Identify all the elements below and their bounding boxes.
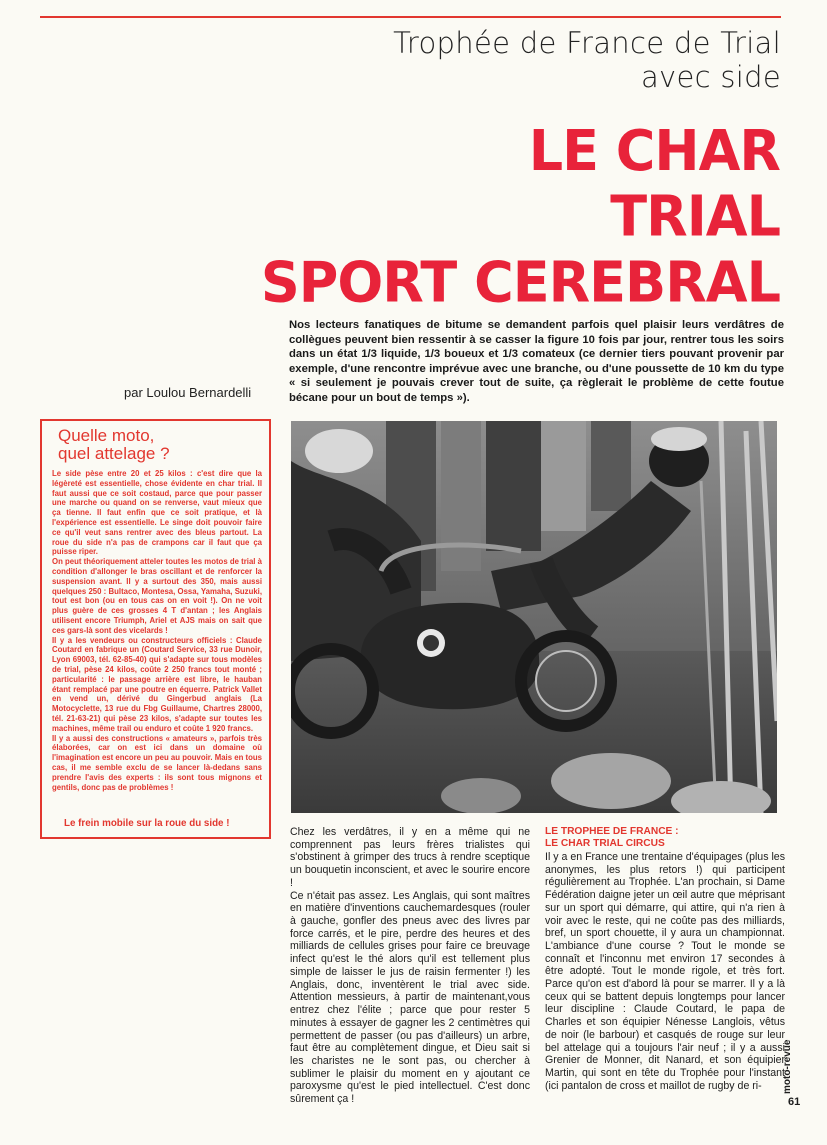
photo-illustration — [291, 421, 777, 813]
magazine-name: moto-revue — [782, 1039, 793, 1094]
page-number: 61 — [788, 1096, 801, 1108]
body-paragraph: Ce n'était pas assez. Les Anglais, qui sont maîtres en matière d'inventions cauchemardesques (rouler à gauche, gonfler des pneus avec des livres par force carrés, et le pire, perdre des heures et des milliards de cellules grises pour faire ce breuvage infect qu'est le thé alors qu'il est tellement plus simple de laisser le jus de raisin fermenter !) les Anglais, donc, inventèrent le trial avec side. Attention messieurs, à partir de maintenant,vous entrez chez l'élite ; parce que pour rester 5 minutes à essayer de gagner les 2 centimètres qui permettent de passer (ou pas d'ailleurs) un arbre, faut être au complètement dingue, et Dieu sait si les charistes ne le sont pas, ou chercher à sublimer le plaisir du moment en y ajoutant ce paroxysme qu'est le pied intellectuel. C'est donc sûrement ça ! — [290, 889, 530, 1106]
supertitle — [261, 26, 781, 94]
photo-sidecar-trial — [291, 421, 777, 813]
sidebar-title-line-1: Quelle moto, — [58, 426, 155, 445]
body-column-2 — [545, 851, 785, 1092]
sidebar-body — [52, 469, 262, 792]
headline-line-2: TRIAL — [610, 183, 780, 250]
headline-line-3: SPORT CEREBRAL — [260, 249, 780, 315]
intro-paragraph: Nos lecteurs fanatiques de bitume se demandent parfois quel plaisir leurs verdâtres de collègues peuvent bien ressentir à se casser la figure 10 fois par jour, rentrer tous les soirs dans un état 1/3 liquide, 1/3 boueux et 1/3 comateux (ce dernier tiers pouvant provenir par exemple, d'une rencontre imprévue avec une branche, ou d'une poussette de 10 km du type « si seulement je pouvais crever tout de suite, ça règlerait le problème de cette foutue bécane pour un bout de temps »). — [289, 319, 784, 404]
supertitle-line-1: Trophée de France de Trial — [393, 26, 781, 60]
sidebar-paragraph: Le side pèse entre 20 et 25 kilos : c'est dire que la légèreté est essentielle, chose évidente en char trial. Il faut aussi que ce soit costaud, parce que pour passer une marche ou quand on se renverse, vaut mieux que ça tienne. Il faut enfin que ce soit pratique, et là l'expérience est essentielle. Le singe doit pouvoir faire ce qu'il veut sans rentrer avec des bleus partout. La roue du side n'a pas de crampons car il faut que ça puisse riper. — [52, 469, 262, 557]
sidebar-paragraph: Il y a aussi des constructions « amateurs », parfois très élaborées, car on est ici dans un domaine où l'imagination est encore un peu au pouvoir. Mais en tous cas, il me semble exclu de se lancer là-dedans sans prendre l'avis des experts : ils sont tous mignons et gentils, donc pas de problèmes ! — [52, 733, 262, 792]
photo-caption: Le frein mobile sur la roue du side ! — [64, 818, 230, 829]
headline-line-1: LE CHAR — [528, 118, 780, 184]
sidebar-box — [40, 419, 271, 839]
sidebar-paragraph: Il y a les vendeurs ou constructeurs officiels : Claude Coutard en fabrique un (Coutard Service, 33 rue Dunoir, Lyon 69003, tél. 62-85-40) qui s'adapte sur tous modèles de trial, pèse 24 kilos, coûte 2 250 francs tout monté ; particularité : le passage arrière est libre, le hauban étant remplacé par une poutre en équerre. Patrick Vallet en vend un, dérivé du Gingerbud anglais (La Motocyclette, 13 rue du Fbg Guillaume, Chartres 28000, tél. 21-63-21) qui pèse 23 kilos, s'adapte sur toutes les machines, même trail ou enduro et coûte 1 920 francs. — [52, 635, 262, 733]
section-heading — [545, 826, 785, 850]
top-rule — [40, 16, 781, 18]
byline: par Loulou Bernardelli — [124, 385, 252, 400]
body-column-1 — [290, 826, 530, 1106]
section-heading-line-1: LE TROPHEE DE FRANCE : — [545, 826, 679, 837]
body-paragraph: Il y a en France une trentaine d'équipages (plus les anonymes, les plus retors !) qui participent régulièrement au Trophée. L'an prochain, si Dame Fédération daigne jeter un œil autre que méprisant sur un sport qui démarre, qui attire, qui n'a rien à voir avec le reste, qui ne coûte pas des milliards, bref, un sport chouette, il y aura un championnat. L'ambiance d'une course ? Tout le monde se connaît et l'inconnu met environ 17 secondes à être adopté. Tout le monde rigole, et très fort. Parce qu'on est d'abord là pour se marrer. Il y a là ceux qui se battent depuis longtemps pour lancer leur discipline : Claude Coutard, le papa de Charles et son équipier Nénesse Langlois, vêtus de noir (le barbour) et casqués de rouge sur leur bel attelage qui a toujours l'air neuf ; il y a aussi Grenier de Monner, dit Nanard, et son équipier Martin, qui sont en tête du Trophée pour l'instant (ici pantalon de cross et maillot de rugby de ri- — [545, 851, 785, 1092]
sidebar-paragraph: On peut théoriquement atteler toutes les motos de trial à condition d'allonger le bras oscillant et de renforcer la suspension avant. Il y a surtout des 350, mais aussi quelques 250 : Bultaco, Montesa, Ossa, Yamaha, Suzuki, tout est bon (ou en tous cas on en voit !). On ne voit plus guère de ces grosses 4 T d'antan ; les Anglais utilisent encore Triumph, Ariel et AJS mais on sait que ces gars-là sont des vicelards ! — [52, 557, 262, 635]
headline — [240, 118, 780, 315]
supertitle-line-2: avec side — [640, 60, 781, 94]
section-heading-line-2: LE CHAR TRIAL CIRCUS — [545, 838, 665, 849]
sidebar-title-line-2: quel attelage ? — [58, 444, 170, 463]
sidebar-title — [52, 427, 262, 463]
body-paragraph: Chez les verdâtres, il y en a même qui ne comprennent pas leurs frères trialistes qui s'obstinent à grimper des trucs à rendre sceptique un bouquetin inconscient, et avec le sourire encore ! — [290, 826, 530, 889]
